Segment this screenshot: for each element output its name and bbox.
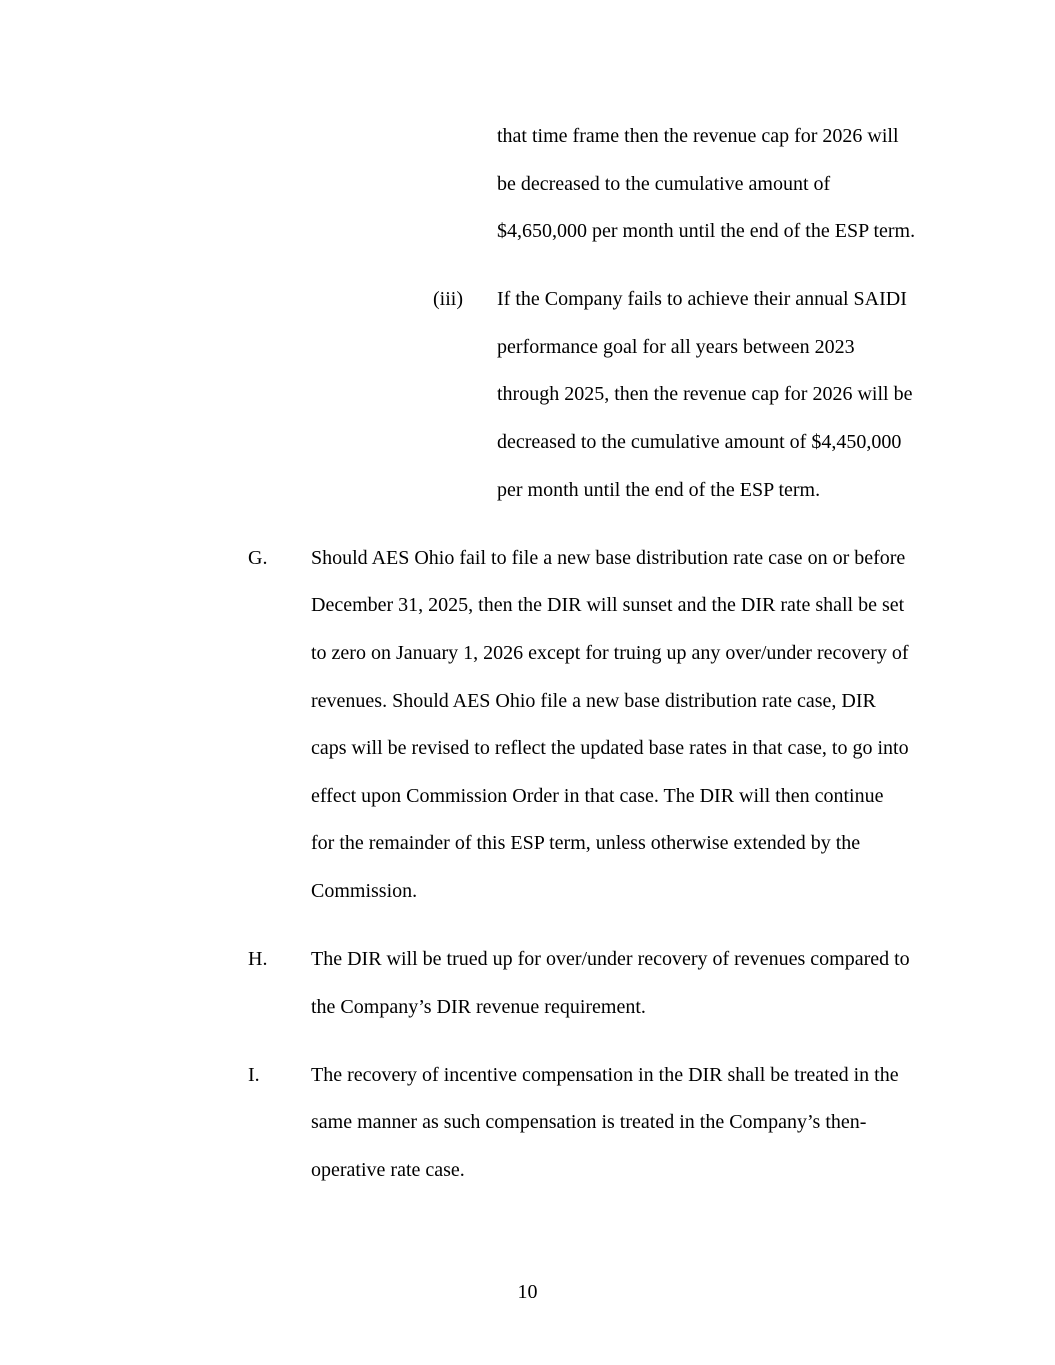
page-number: 10 [517,1281,538,1303]
text-line: to zero on January 1, 2026 except for truing up any over/under recovery of [311,641,909,664]
text-line: performance goal for all years between 2023 [497,335,855,358]
paragraph-label: (iii) [433,288,463,311]
text-line: effect upon Commission Order in that case. The DIR will then continue [311,784,884,807]
document-body [0,113,1055,1215]
text-line: that time frame then the revenue cap for 2026 will [497,125,899,147]
text-line: be decreased to the cumulative amount of [497,172,831,195]
text-line: the Company’s DIR revenue requirement. [311,995,646,1018]
text-line: December 31, 2025, then the DIR will sunset and the DIR rate shall be set [311,594,905,617]
paragraph-text [311,936,1055,1031]
sub-item-paragraph [0,113,1055,256]
sub-item-paragraph [0,276,1055,514]
text-line: Should AES Ohio fail to file a new base distribution rate case on or before [311,546,906,569]
section-paragraph [0,1052,1055,1195]
text-line: through 2025, then the revenue cap for 2026 will be [497,383,913,406]
text-line: The DIR will be trued up for over/under recovery of revenues compared to [311,948,910,970]
text-line: The recovery of incentive compensation in the DIR shall be treated in the [311,1063,899,1086]
section-paragraph [0,936,1055,1031]
section-paragraph [0,535,1055,916]
text-line: decreased to the cumulative amount of $4,450,000 [497,431,902,454]
text-line: caps will be revised to reflect the updated base rates in that case, to go into [311,737,909,760]
paragraph-label: H. [248,948,268,970]
paragraph-text [311,1052,1055,1195]
text-line: revenues. Should AES Ohio file a new base distribution rate case, DIR [311,689,876,712]
paragraph-text [497,113,1055,256]
text-line: same manner as such compensation is treated in the Company’s then- [311,1111,867,1134]
paragraph-text [311,535,1055,916]
paragraph-label: G. [248,546,268,569]
text-line: for the remainder of this ESP term, unless otherwise extended by the [311,832,861,855]
text-line: operative rate case. [311,1158,465,1181]
text-line: $4,650,000 per month until the end of the ESP term. [497,220,916,243]
text-line: Commission. [311,879,418,902]
paragraph-label: I. [248,1063,260,1086]
paragraph-text [497,276,1055,514]
text-line: per month until the end of the ESP term. [497,478,821,501]
text-line: If the Company fails to achieve their annual SAIDI [497,288,907,311]
